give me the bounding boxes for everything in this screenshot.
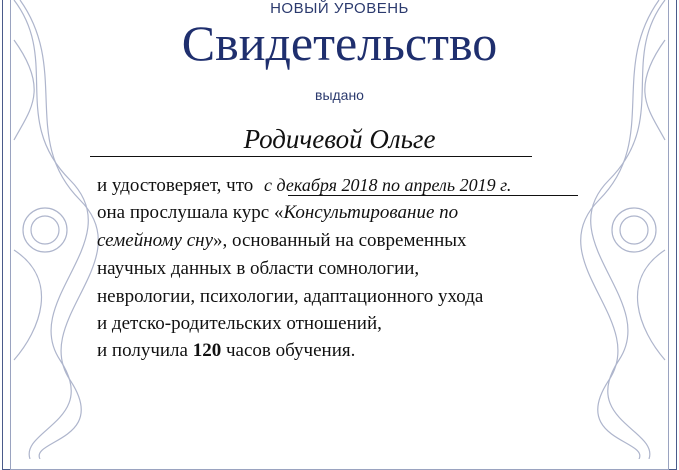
course-line-2 xyxy=(97,230,467,252)
hours-line xyxy=(97,340,355,362)
hours-suffix: часов обучения. xyxy=(225,340,356,361)
fields-line-3: и детско-родительских отношений, xyxy=(97,313,382,334)
recipient-underline xyxy=(90,156,532,157)
certify-prefix: и удостоверяет, что xyxy=(97,175,254,196)
hours-value: 120 xyxy=(192,340,222,361)
issued-label: выдано xyxy=(315,87,364,103)
course-period: с декабря 2018 по апрель 2019 г. xyxy=(264,175,512,195)
course-prefix: она прослушала курс « xyxy=(97,202,284,223)
recipient-name: Родичевой Ольге xyxy=(243,124,436,154)
course-suffix: », основанный на современных xyxy=(213,230,467,251)
hours-prefix: и получила xyxy=(97,340,188,361)
certify-line xyxy=(97,175,511,197)
course-name-part2: семейному сну xyxy=(97,230,214,251)
certificate-title: Свидетельство xyxy=(181,15,498,71)
organization-header: НОВЫЙ УРОВЕНЬ xyxy=(270,0,409,17)
fields-line-2: неврологии, психологии, адаптационного ухода xyxy=(97,286,484,307)
fields-line-1: научных данных в области сомнологии, xyxy=(97,258,420,279)
period-underline xyxy=(288,195,578,196)
course-line xyxy=(97,202,458,224)
course-name-part1: Консультирование по xyxy=(283,202,459,223)
